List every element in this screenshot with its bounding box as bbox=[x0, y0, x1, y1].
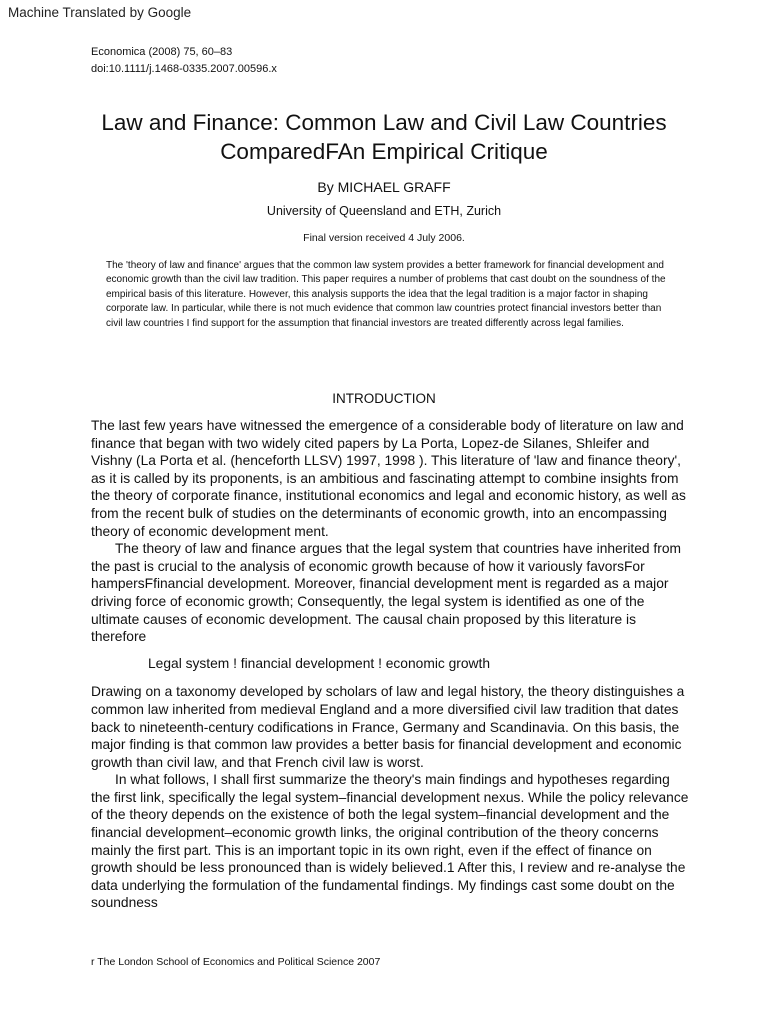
paper-title-line-2: ComparedFAn Empirical Critique bbox=[220, 139, 548, 164]
paragraph-4: In what follows, I shall first summarize the theory's main findings and hypotheses regarding the first link, specifically the legal system–financial development nexus. While the policy relevance of the theory depends on the existence of both the legal system–financial development and the financial development–economic growth links, the original contribution of the theory concerns mainly the first part. This is an important topic in its own right, even if the effect of finance on growth should be less pronounced than is widely believed.1 After this, I review and re-analyse the data underlying the formulation of the fundamental findings. My findings cast some doubt on the soundness bbox=[91, 772, 689, 911]
body-text bbox=[91, 417, 691, 912]
paragraph-1: The last few years have witnessed the emergence of a considerable body of literature on law and finance that began with two widely cited papers by La Porta, Lopez-de Silanes, Shleifer and Vishny (La Porta et al. (henceforth LLSV) 1997, 1998 ). This literature of 'law and finance theory', as it is called by its proponents, is an ambitious and fascinating attempt to combine insights from the theory of corporate finance, institutional economics and legal and economic history, as well as from the recent bulk of studies on the determinants of economic growth, into an encompassing theory of economic development ment. bbox=[91, 418, 686, 539]
paragraph-3: Drawing on a taxonomy developed by scholars of law and legal history, the theory distinguishes a common law inherited from medieval England and a more diversified civil law tradition that dates back to nineteenth-century codifications in France, Germany and Scandinavia. On this basis, the major finding is that common law provides a better basis for financial development and economic growth than civil law, and that French civil law is worst. bbox=[91, 684, 685, 770]
journal-info bbox=[91, 44, 277, 78]
paragraph-2: The theory of law and finance argues that the legal system that countries have inherited from the past is crucial to the analysis of economic growth because of how it variously favorsFor hampersFfinancial development. Moreover, financial development ment is regarded as a major driving force of economic growth; Consequently, the legal system is identified as one of the ultimate causes of economic development. The causal chain proposed by this literature is therefore bbox=[91, 541, 681, 645]
paper-title bbox=[60, 108, 708, 166]
received-date: Final version received 4 July 2006. bbox=[303, 232, 465, 244]
section-heading-introduction: INTRODUCTION bbox=[332, 391, 436, 406]
author-affiliation: University of Queensland and ETH, Zurich bbox=[266, 204, 502, 218]
journal-doi: doi:10.1111/j.1468-0335.2007.00596.x bbox=[91, 63, 277, 75]
copyright-footer: r The London School of Economics and Political Science 2007 bbox=[91, 956, 381, 968]
abstract: The 'theory of law and finance' argues that the common law system provides a better framework for financial development and economic growth than the civil law tradition. This paper requires a number of problems that cast doubt on the soundness of the empirical basis of this literature. However, this analysis supports the idea that the legal tradition is a major factor in shaping corporate law. In particular, while there is not much evidence that common law countries protect financial investors better than civil law countries I find support for the assumption that financial investors are treated differently across legal families. bbox=[106, 260, 666, 329]
machine-translation-banner: Machine Translated by Google bbox=[8, 5, 192, 20]
journal-citation: Economica (2008) 75, 60–83 bbox=[91, 46, 233, 58]
paper-title-line-1: Law and Finance: Common Law and Civil Law Countries bbox=[101, 110, 667, 135]
author-name: By MICHAEL GRAFF bbox=[317, 179, 451, 195]
causal-chain: Legal system ! financial development ! economic growth bbox=[148, 655, 491, 671]
